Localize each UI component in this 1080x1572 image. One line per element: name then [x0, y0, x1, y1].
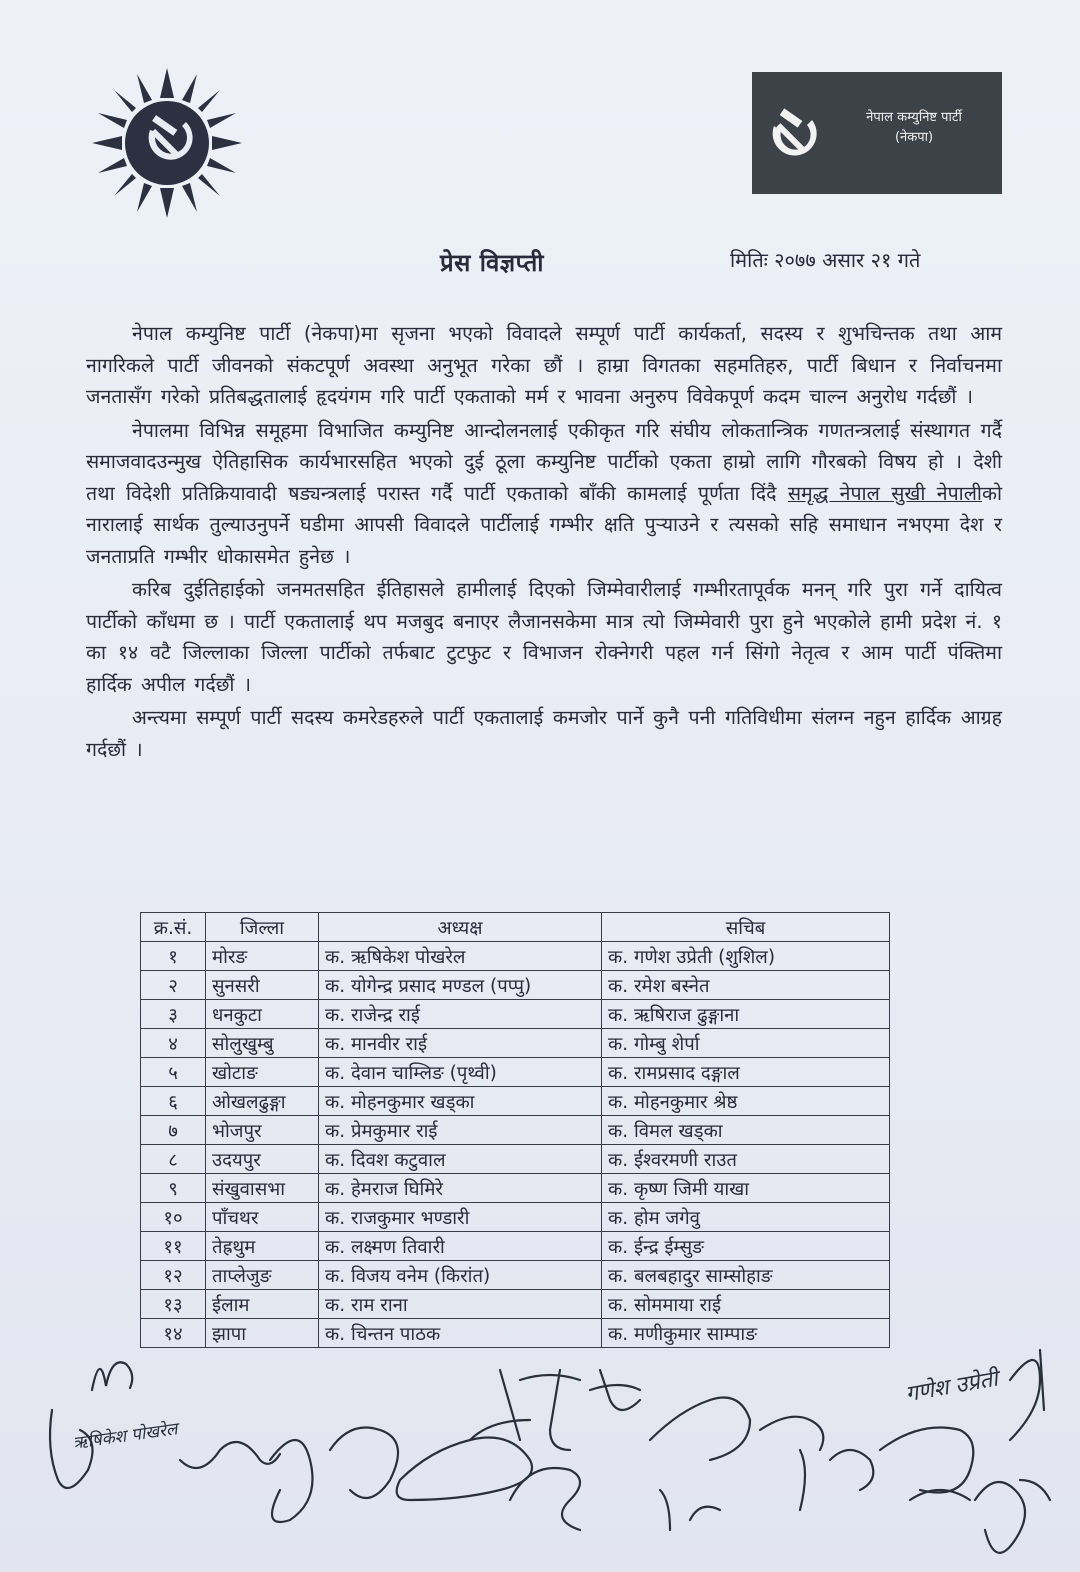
cell-secretary: क. मणीकुमार साम्पाङ	[602, 1319, 890, 1348]
paragraph-4: अन्त्यमा सम्पूर्ण पार्टी सदस्य कमरेडहरुले पार्टी एकतालाई कमजोर पार्ने कुनै पनी गतिविधीमा संलग्न नहुन हार्दिक आग्रह गर्दछौं ।	[86, 706, 1002, 761]
cell-serial: १३	[141, 1290, 206, 1319]
cell-district: खोटाङ	[206, 1058, 319, 1087]
signature-1-text: ऋषिकेश पोखरेल	[71, 1419, 179, 1454]
cell-chair: क. लक्ष्मण तिवारी	[319, 1232, 602, 1261]
cell-chair: क. मोहनकुमार खड्का	[319, 1087, 602, 1116]
cell-secretary: क. होम जगेवु	[602, 1203, 890, 1232]
table-row	[141, 1232, 890, 1261]
party-abbr: (नेकपा)	[894, 130, 934, 145]
table-row	[141, 942, 890, 971]
cell-district: सुनसरी	[206, 971, 319, 1000]
cell-chair: क. राम राना	[319, 1290, 602, 1319]
paragraph-1: नेपाल कम्युनिष्ट पार्टी (नेकपा)मा सृजना भएको विवादले सम्पूर्ण पार्टी कार्यकर्ता, सदस्य र शुभचिन्तक तथा आम नागरिकले पार्टी जीवनको संकटपूर्ण अवस्था अनुभूत गरेका छौं । हाम्रा विगतका सहमतिहरु, पार्टी बिधान र निर्वाचनमा जनतासँग गरेको प्रतिबद्धतालाई हृदयंगम गरि पार्टी एकताको मर्म र भावना अनुरुप विवेकपूर्ण कदम चाल्न अनुरोध गर्दछौं ।	[86, 322, 1002, 408]
signatures-area	[0, 1330, 1080, 1572]
cell-secretary: क. ऋषिराज ढुङ्गाना	[602, 1000, 890, 1029]
cell-serial: १	[141, 942, 206, 971]
party-header-box	[752, 72, 1002, 194]
cell-chair: क. देवान चाम्लिङ (पृथ्वी)	[319, 1058, 602, 1087]
signature-3	[397, 1370, 640, 1500]
cell-secretary: क. सोममाया राई	[602, 1290, 890, 1319]
cell-chair: क. ऋषिकेश पोखरेल	[319, 942, 602, 971]
table-row	[141, 1029, 890, 1058]
cell-secretary: क. रामप्रसाद दङ्गाल	[602, 1058, 890, 1087]
table-row	[141, 1087, 890, 1116]
cell-district: झापा	[206, 1319, 319, 1348]
cell-district: ओखलढुङ्गा	[206, 1087, 319, 1116]
cell-district: ईलाम	[206, 1290, 319, 1319]
signature-4	[510, 1398, 750, 1531]
press-release-body	[86, 318, 1002, 767]
page-title: प्रेस विज्ञप्ती	[440, 249, 544, 277]
cell-chair: क. मानवीर राई	[319, 1029, 602, 1058]
cell-serial: १०	[141, 1203, 206, 1232]
signature-1	[50, 1362, 280, 1488]
cell-serial: ६	[141, 1087, 206, 1116]
cell-serial: १४	[141, 1319, 206, 1348]
cell-chair: क. चिन्तन पाठक	[319, 1319, 602, 1348]
table-row	[141, 1145, 890, 1174]
document-date: मितिः २०७७ असार २१ गते	[730, 248, 921, 272]
cell-district: पाँचथर	[206, 1203, 319, 1232]
cell-serial: ५	[141, 1058, 206, 1087]
cell-district: उदयपुर	[206, 1145, 319, 1174]
paragraph-2	[86, 415, 1002, 573]
cell-serial: २	[141, 971, 206, 1000]
cell-district: मोरङ	[206, 942, 319, 971]
party-name: नेपाल कम्युनिष्ट पार्टी	[866, 110, 962, 125]
cell-chair: क. राजेन्द्र राई	[319, 1000, 602, 1029]
table-row	[141, 1203, 890, 1232]
table-row	[141, 1261, 890, 1290]
table-row	[141, 1174, 890, 1203]
cell-secretary: क. गोम्बु शेर्पा	[602, 1029, 890, 1058]
table-header-row	[141, 913, 890, 942]
signature-2	[270, 1428, 398, 1523]
paragraph-2-text-b: को नारालाई सार्थक तुल्याउनुपर्ने घडीमा आपसी विवादले पार्टीलाई गम्भीर क्षति पुऱ्याउने र त्यसको सहि समाधान नभएमा देश र जनताप्रति गम्भीर धोकासमेत हुनेछ ।	[86, 481, 1002, 568]
table-row	[141, 1116, 890, 1145]
table-row	[141, 1058, 890, 1087]
cell-district: धनकुटा	[206, 1000, 319, 1029]
cell-secretary: क. मोहनकुमार श्रेष्ठ	[602, 1087, 890, 1116]
table-row	[141, 971, 890, 1000]
cell-secretary: क. बलबहादुर साम्सोहाङ	[602, 1261, 890, 1290]
cell-chair: क. योगेन्द्र प्रसाद मण्डल (पप्पु)	[319, 971, 602, 1000]
col-header-chair: अध्यक्ष	[319, 913, 602, 942]
paragraph-3: करिब दुईतिहाईको जनमतसहित ईतिहासले हामीलाई दिएको जिम्मेवारीलाई गम्भीरतापूर्वक मनन् गरि पुरा गर्ने दायित्व पार्टीको काँधमा छ । पार्टी एकतालाई थप मजबुद बनाएर लैजानसकेमा मात्र त्यो जिम्मेवारी पुरा हुने भएकोले हामी प्रदेश नं. १ का १४ वटै जिल्लाका जिल्ला पार्टीको तर्फबाट टुटफुट र विभाजन रोक्नेगरी पहल गर्न सिंगो नेतृत्व र आम पार्टी पंक्तिमा हार्दिक अपील गर्दछौं ।	[86, 578, 1002, 696]
cell-secretary: क. कृष्ण जिमी याखा	[602, 1174, 890, 1203]
party-emblem-icon	[92, 68, 242, 218]
cell-chair: क. विजय वनेम (किरांत)	[319, 1261, 602, 1290]
cell-secretary: क. गणेश उप्रेती (शुशिल)	[602, 942, 890, 971]
table-body	[141, 942, 890, 1348]
cell-chair: क. राजकुमार भण्डारी	[319, 1203, 602, 1232]
table-row	[141, 1290, 890, 1319]
cell-district: तेह्रथुम	[206, 1232, 319, 1261]
cell-district: ताप्लेजुङ	[206, 1261, 319, 1290]
cell-district: सोलुखुम्बु	[206, 1029, 319, 1058]
col-header-serial: क्र.सं.	[141, 913, 206, 942]
cell-district: संखुवासभा	[206, 1174, 319, 1203]
cell-secretary: क. विमल खड्का	[602, 1116, 890, 1145]
cell-serial: ९	[141, 1174, 206, 1203]
cell-serial: ३	[141, 1000, 206, 1029]
signature-6	[904, 1350, 1050, 1553]
cell-chair: क. दिवश कटुवाल	[319, 1145, 602, 1174]
cell-serial: ८	[141, 1145, 206, 1174]
district-table	[140, 912, 890, 1348]
cell-secretary: क. ईश्वरमणी राउत	[602, 1145, 890, 1174]
cell-serial: ४	[141, 1029, 206, 1058]
cell-chair: क. प्रेमकुमार राई	[319, 1116, 602, 1145]
col-header-secretary: सचिब	[602, 913, 890, 942]
cell-chair: क. हेमराज घिमिरे	[319, 1174, 602, 1203]
hammer-sickle-icon	[764, 102, 828, 166]
paragraph-2-text-a: नेपालमा विभिन्न समूहमा विभाजित कम्युनिष्ट आन्दोलनलाई एकीकृत गरि संघीय लोकतान्त्रिक गणतन्त्रलाई संस्थागत गर्दै समाजवादउन्मुख ऐतिहासिक कार्यभारसहित भएको दुई ठूला कम्युनिष्ट पार्टीको एकता हाम्रो लागि गौरबको विषय हो । देशी तथा विदेशी प्रतिक्रियावादी षड्यन्त्रलाई परास्त गर्दै पार्टी एकताको बाँकी कामलाई पूर्णता दिंदै	[86, 418, 1002, 505]
col-header-district: जिल्ला	[206, 913, 319, 942]
cell-serial: ११	[141, 1232, 206, 1261]
signature-5	[760, 1417, 973, 1510]
slogan: समृद्ध नेपाल सुखी नेपाली	[787, 481, 982, 505]
cell-secretary: क. रमेश बस्नेत	[602, 971, 890, 1000]
cell-secretary: क. ईन्द्र ईम्सुङ	[602, 1232, 890, 1261]
cell-serial: ७	[141, 1116, 206, 1145]
cell-serial: १२	[141, 1261, 206, 1290]
signature-6-text: गणेश उप्रेती	[903, 1366, 1000, 1408]
cell-district: भोजपुर	[206, 1116, 319, 1145]
table-row	[141, 1000, 890, 1029]
